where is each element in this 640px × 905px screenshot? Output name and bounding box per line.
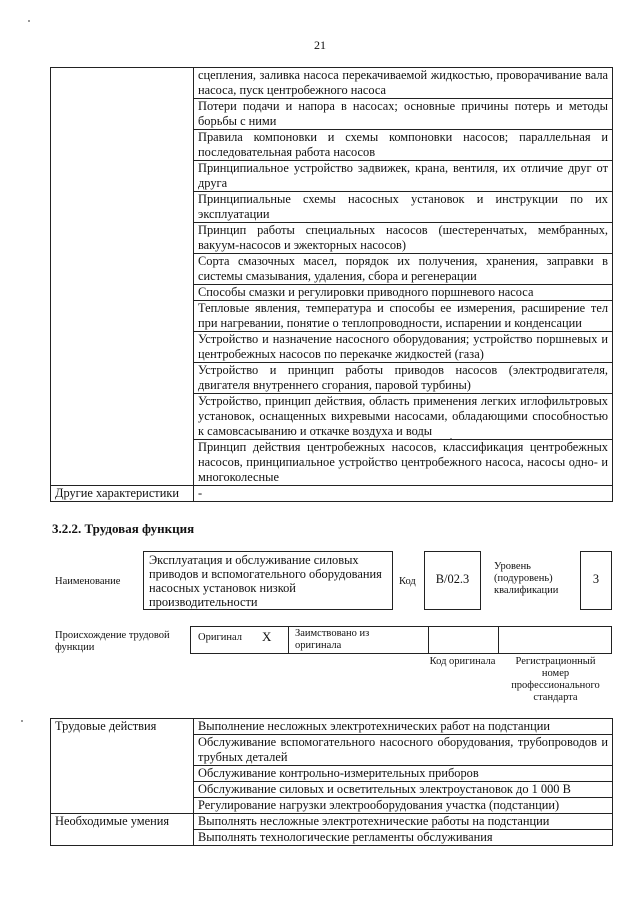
labor-action-item: Регулирование нагрузки электрооборудования участка (подстанции) [194, 798, 613, 814]
code-label: Код [399, 576, 416, 587]
table-row [51, 719, 613, 735]
section-heading: 3.2.2. Трудовая функция [52, 521, 195, 536]
required-knowledge-table [50, 67, 613, 502]
required-skills-label: Необходимые умения [51, 814, 194, 846]
origin-code-cell [428, 627, 499, 653]
page-number: 21 [314, 38, 326, 52]
function-name-box: Эксплуатация и обслуживание силовых приводов и вспомогательного оборудования насосных установок низкой производительности [143, 551, 393, 610]
knowledge-item: Устройство, принцип действия, область применения легких иглофильтровых установок, оснащенных вихревыми насосами, обладающими способностью к самовсасыванию и откачке воздуха и воды [194, 394, 613, 440]
knowledge-item: Устройство и назначение насосного оборудования; устройство поршневых и центробежных насосов по перекачке жидкостей (газа) [194, 332, 613, 363]
labor-action-item: Обслуживание контрольно-измерительных приборов [194, 766, 613, 782]
labor-actions-table [50, 718, 613, 846]
knowledge-item: Сорта смазочных масел, порядок их получения, хранения, заправки в системы смазывания, удаления, сбора и регенерации [194, 254, 613, 285]
knowledge-item: Принцип действия центробежных насосов, классификация центробежных насосов, принципиальное устройство центробежного насоса, насосы одно- и многоколесные [194, 440, 613, 486]
labor-actions-label: Трудовые действия [51, 719, 194, 814]
name-label: Наименование [55, 576, 121, 587]
skill-item: Выполнять несложные электротехнические работы на подстанции [194, 814, 613, 830]
scan-speck [21, 720, 23, 722]
origin-row [190, 626, 612, 654]
table-row [51, 68, 613, 99]
table-row [51, 814, 613, 830]
knowledge-item: Тепловые явления, температура и способы ее измерения, расширение тел при нагревании, понятие о теплопроводности, испарении и конденсации [194, 301, 613, 332]
level-value-box: 3 [580, 551, 612, 610]
other-characteristics-label: Другие характеристики [51, 486, 194, 502]
knowledge-item: Устройство и принцип работы приводов насосов (электродвигателя, двигателя внутреннего сгорания, паровой турбины) [194, 363, 613, 394]
knowledge-item: Правила компоновки и схемы компоновки насосов; параллельная и последовательная работа насосов [194, 130, 613, 161]
skill-item: Выполнять технологические регламенты обслуживания [194, 830, 613, 846]
labor-action-item: Выполнение несложных электротехнических работ на подстанции [194, 719, 613, 735]
original-mark: X [262, 629, 272, 644]
registration-number-caption: Регистрационный номер профессионального стандарта [511, 656, 600, 703]
knowledge-item: Потери подачи и напора в насосах; основные причины потерь и методы борьбы с ними [194, 99, 613, 130]
code-of-original-caption: Код оригинала [429, 656, 496, 667]
original-label: Оригинал [198, 632, 242, 643]
borrowed-label: Заимствовано из оригинала [295, 628, 370, 651]
labor-action-item: Обслуживание силовых и осветительных электроустановок до 1 000 В [194, 782, 613, 798]
scan-speck [28, 20, 30, 22]
table-row [51, 486, 613, 502]
level-label: Уровень (подуровень) квалификации [494, 561, 559, 596]
labor-action-item: Обслуживание вспомогательного насосного оборудования, трубопроводов и трубных деталей [194, 735, 613, 766]
row-label-cell [51, 68, 194, 486]
knowledge-item: Принципиальные схемы насосных установок и инструкции по их эксплуатации [194, 192, 613, 223]
knowledge-item: сцепления, заливка насоса перекачиваемой жидкостью, проворачивание вала насоса, пуск центробежного насоса [194, 68, 613, 99]
knowledge-item: Принципиальное устройство задвижек, крана, вентиля, их отличие друг от друга [194, 161, 613, 192]
origin-label: Происхождение трудовой функции [55, 630, 170, 653]
knowledge-item: Способы смазки и регулировки приводного поршневого насоса [194, 285, 613, 301]
code-value-box: B/02.3 [424, 551, 481, 610]
other-characteristics-value: - [194, 486, 613, 502]
knowledge-item: Принцип работы специальных насосов (шестеренчатых, мембранных, вакуум-насосов и эжекторных насосов) [194, 223, 613, 254]
